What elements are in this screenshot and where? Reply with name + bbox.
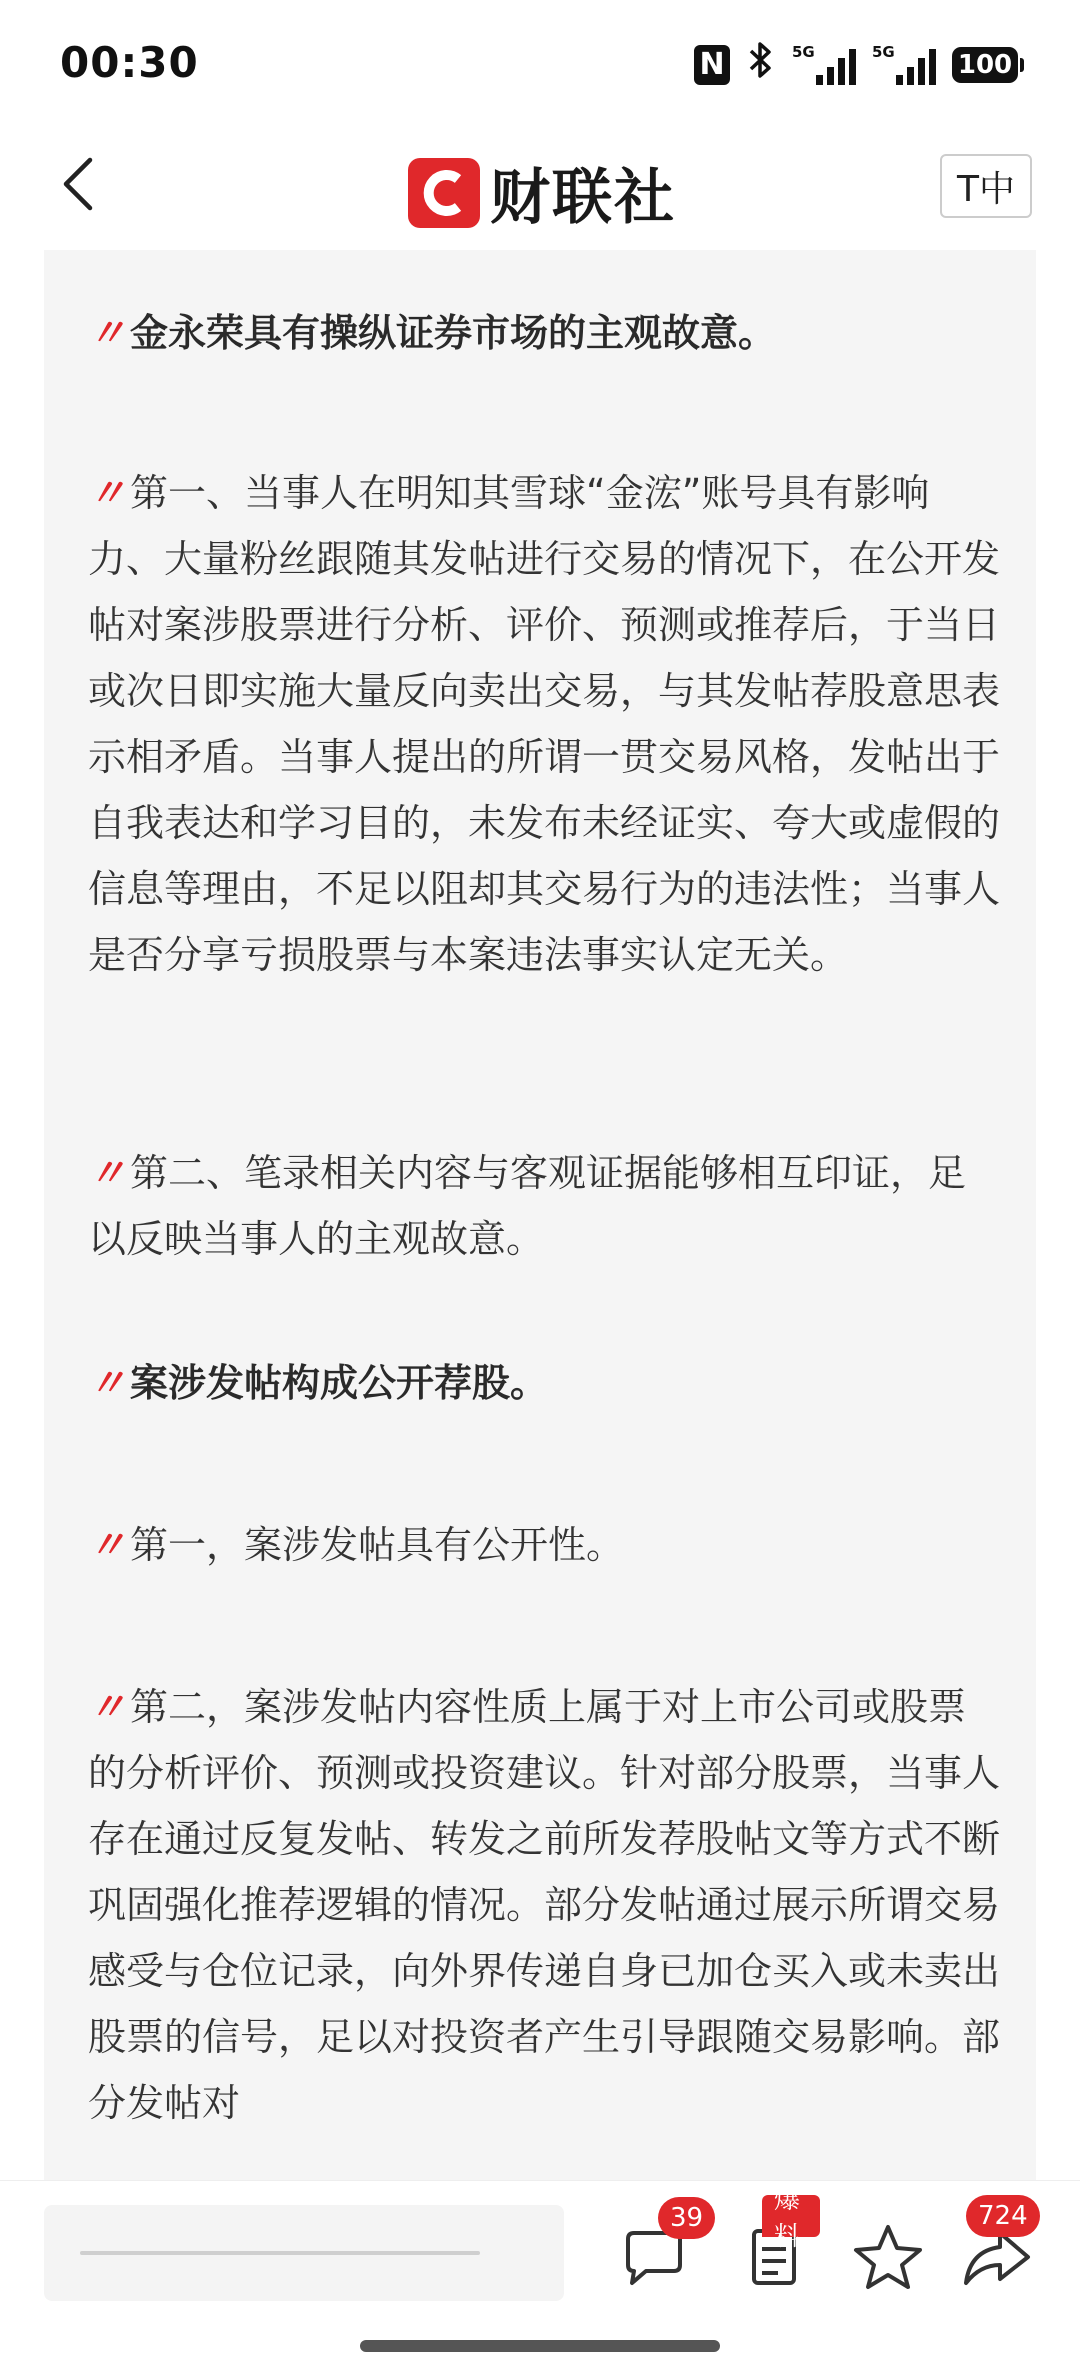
font-size-button[interactable]: T中 <box>940 154 1032 218</box>
quote-mark-icon: 〃 <box>88 311 127 355</box>
quote-mark-icon: 〃 <box>88 1685 127 1729</box>
article-paragraph: 〃 金永荣具有操纵证券市场的主观故意。 <box>88 311 777 355</box>
comment-count-badge: 39 <box>658 2197 715 2239</box>
comment-placeholder <box>80 2251 480 2255</box>
status-bar <box>0 0 1080 125</box>
quote-mark-icon: 〃 <box>88 1361 127 1405</box>
comment-button[interactable] <box>616 2203 704 2297</box>
article-paragraph: 〃 第一、当事人在明知其雪球“金浤”账号具有影响力、大量粉丝跟随其发帖进行交易的情况下，在公开发帖对案涉股票进行分析、评价、预测或推荐后，于当日或次日即实施大量反向卖出交易，与其发帖荐股意思表示相矛盾。当事人提出的所谓一贯交易风格，发帖出于自我表达和学习目的，未发布未经证实、夸大或虚假的信息等理由，不足以阻却其交易行为的违法性；当事人是否分享亏损股票与本案违法事实认定无关。 <box>88 471 1001 977</box>
signal-icon-2: 5G <box>872 45 936 85</box>
share-button[interactable] <box>958 2201 1038 2297</box>
article-paragraph: 〃 第二、笔录相关内容与客观证据能够相互印证，足以反映当事人的主观故意。 <box>88 1151 967 1261</box>
signal-icon-1: 5G <box>792 45 856 85</box>
back-button[interactable] <box>52 152 108 216</box>
favorite-button[interactable] <box>848 2217 928 2297</box>
home-indicator[interactable] <box>360 2340 720 2352</box>
report-button[interactable] <box>740 2185 820 2297</box>
nav-bar <box>0 130 1080 240</box>
article-paragraph: 〃 第二，案涉发帖内容性质上属于对上市公司或股票的分析评价、预测或投资建议。针对部分股票，当事人存在通过反复发帖、转发之前所发荐股帖文等方式不断巩固强化推荐逻辑的情况。部分发帖通过展示所谓交易感受与仓位记录，向外界传递自身已加仓买入或未卖出股票的信号，足以对投资者产生引导跟随交易影响。部分发帖对 <box>88 1685 1001 2125</box>
report-badge: 爆料 <box>762 2195 820 2237</box>
star-icon <box>848 2217 928 2297</box>
share-count-badge: 724 <box>966 2195 1040 2237</box>
status-time: 00:30 <box>60 38 199 87</box>
comment-input[interactable] <box>44 2205 564 2301</box>
article-body <box>44 250 1036 2180</box>
logo-c-icon <box>408 158 480 228</box>
quote-mark-icon: 〃 <box>88 471 127 515</box>
brand-logo <box>408 150 676 236</box>
quote-mark-icon: 〃 <box>88 1523 127 1567</box>
article-paragraph: 〃 案涉发帖构成公开荐股。 <box>88 1361 549 1405</box>
status-icons <box>694 40 1018 89</box>
bottom-action-bar <box>0 2180 1080 2301</box>
bluetooth-icon <box>746 40 776 89</box>
chevron-left-icon <box>52 152 108 216</box>
nfc-icon: N <box>694 45 730 85</box>
battery-icon: 100 <box>952 47 1018 83</box>
logo-text: 财联社 <box>490 163 676 233</box>
quote-mark-icon: 〃 <box>88 1151 127 1195</box>
article-paragraph: 〃 第一，案涉发帖具有公开性。 <box>88 1523 625 1567</box>
